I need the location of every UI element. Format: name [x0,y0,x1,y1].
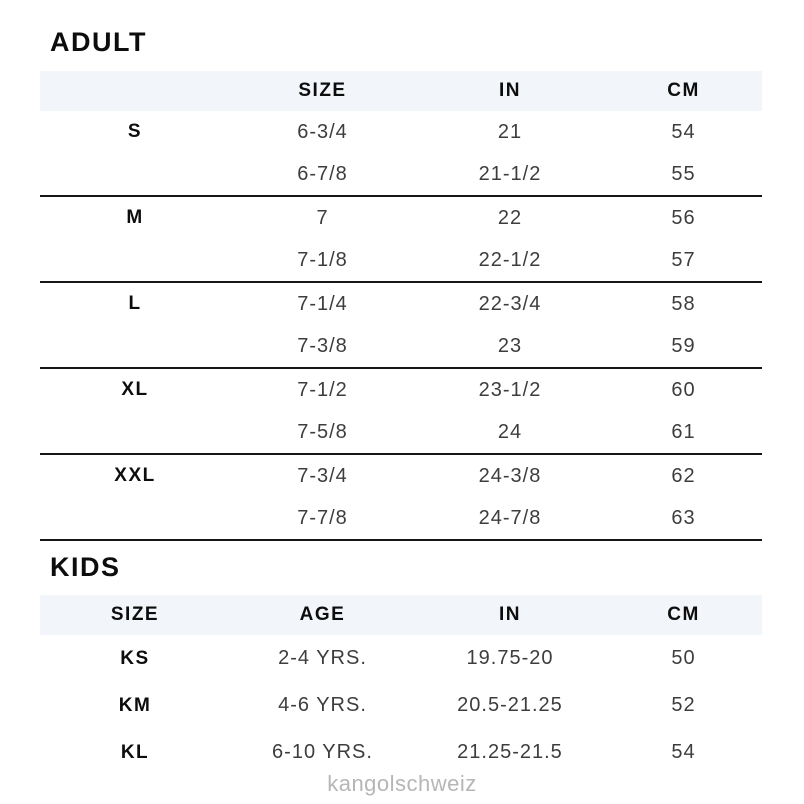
cm-value: 63 [671,506,696,529]
size-value: 7 [316,206,329,229]
table-row [40,497,762,539]
in-value: 20.5-21.25 [457,694,563,716]
adult-group-xl [40,369,762,455]
cm-value: 61 [671,420,696,443]
table-row [40,635,762,682]
in-value: 23-1/2 [478,378,542,401]
watermark-text: kangolschweiz [327,771,477,796]
kids-size-table [40,595,762,776]
age-value: 4-6 YRS. [278,694,367,716]
kids-col-in: IN [499,604,521,625]
adult-section-heading: ADULT [50,27,147,57]
kids-col-age: AGE [299,604,346,625]
adult-col-cm: CM [667,80,700,101]
table-row [40,153,762,195]
adult-table-header-row [40,71,762,111]
kids-col-size: SIZE [110,604,160,625]
size-value: 7-1/2 [297,378,348,401]
size-value: 7-1/8 [297,248,348,271]
adult-group-s [40,111,762,197]
kids-section [0,552,804,776]
adult-group-xxl [40,455,762,541]
cm-value: 60 [671,378,696,401]
age-value: 2-4 YRS. [278,647,367,669]
size-value: 6-3/4 [297,120,348,143]
table-row [40,325,762,367]
adult-size-table [40,71,762,541]
in-value: 21-1/2 [478,162,542,185]
cm-value: 50 [671,647,696,669]
cm-value: 59 [671,334,696,357]
cm-value: 56 [671,206,696,229]
in-value: 24-3/8 [478,464,542,487]
kids-table-header-row [40,595,762,635]
cm-value: 54 [671,741,696,763]
cm-value: 57 [671,248,696,271]
table-row [40,239,762,281]
kids-section-heading: KIDS [50,552,121,582]
size-value: 7-5/8 [297,420,348,443]
in-value: 24 [497,420,523,443]
size-group-label: XL [121,379,149,400]
size-value: 7-3/8 [297,334,348,357]
size-value: 6-7/8 [297,162,348,185]
in-value: 23 [497,334,523,357]
adult-group-m [40,197,762,283]
size-group-label: KL [120,741,150,763]
size-value: 7-3/4 [297,464,348,487]
cm-value: 62 [671,464,696,487]
adult-group-l [40,283,762,369]
in-value: 24-7/8 [478,506,542,529]
kids-col-cm: CM [667,604,700,625]
cm-value: 58 [671,292,696,315]
in-value: 22 [497,206,523,229]
in-value: 21 [497,120,523,143]
table-row [40,369,762,411]
size-group-label: KS [120,647,150,669]
in-value: 22-1/2 [478,248,542,271]
table-row [40,283,762,325]
adult-col-size: SIZE [298,80,347,101]
cm-value: 52 [671,694,696,716]
cm-value: 55 [671,162,696,185]
size-group-label: M [126,207,144,228]
cm-value: 54 [671,120,696,143]
size-group-label: KM [118,694,152,716]
size-value: 7-1/4 [297,292,348,315]
age-value: 6-10 YRS. [272,741,373,763]
adult-col-in: IN [499,80,521,101]
size-value: 7-7/8 [297,506,348,529]
table-row [40,455,762,497]
size-group-label: S [127,121,143,142]
table-row [40,111,762,153]
size-group-label: XXL [114,465,156,486]
size-group-label: L [128,293,142,314]
in-value: 22-3/4 [478,292,542,315]
in-value: 19.75-20 [466,647,554,669]
table-row [40,682,762,729]
table-row [40,411,762,453]
table-row [40,197,762,239]
table-row [40,729,762,776]
in-value: 21.25-21.5 [457,741,563,763]
